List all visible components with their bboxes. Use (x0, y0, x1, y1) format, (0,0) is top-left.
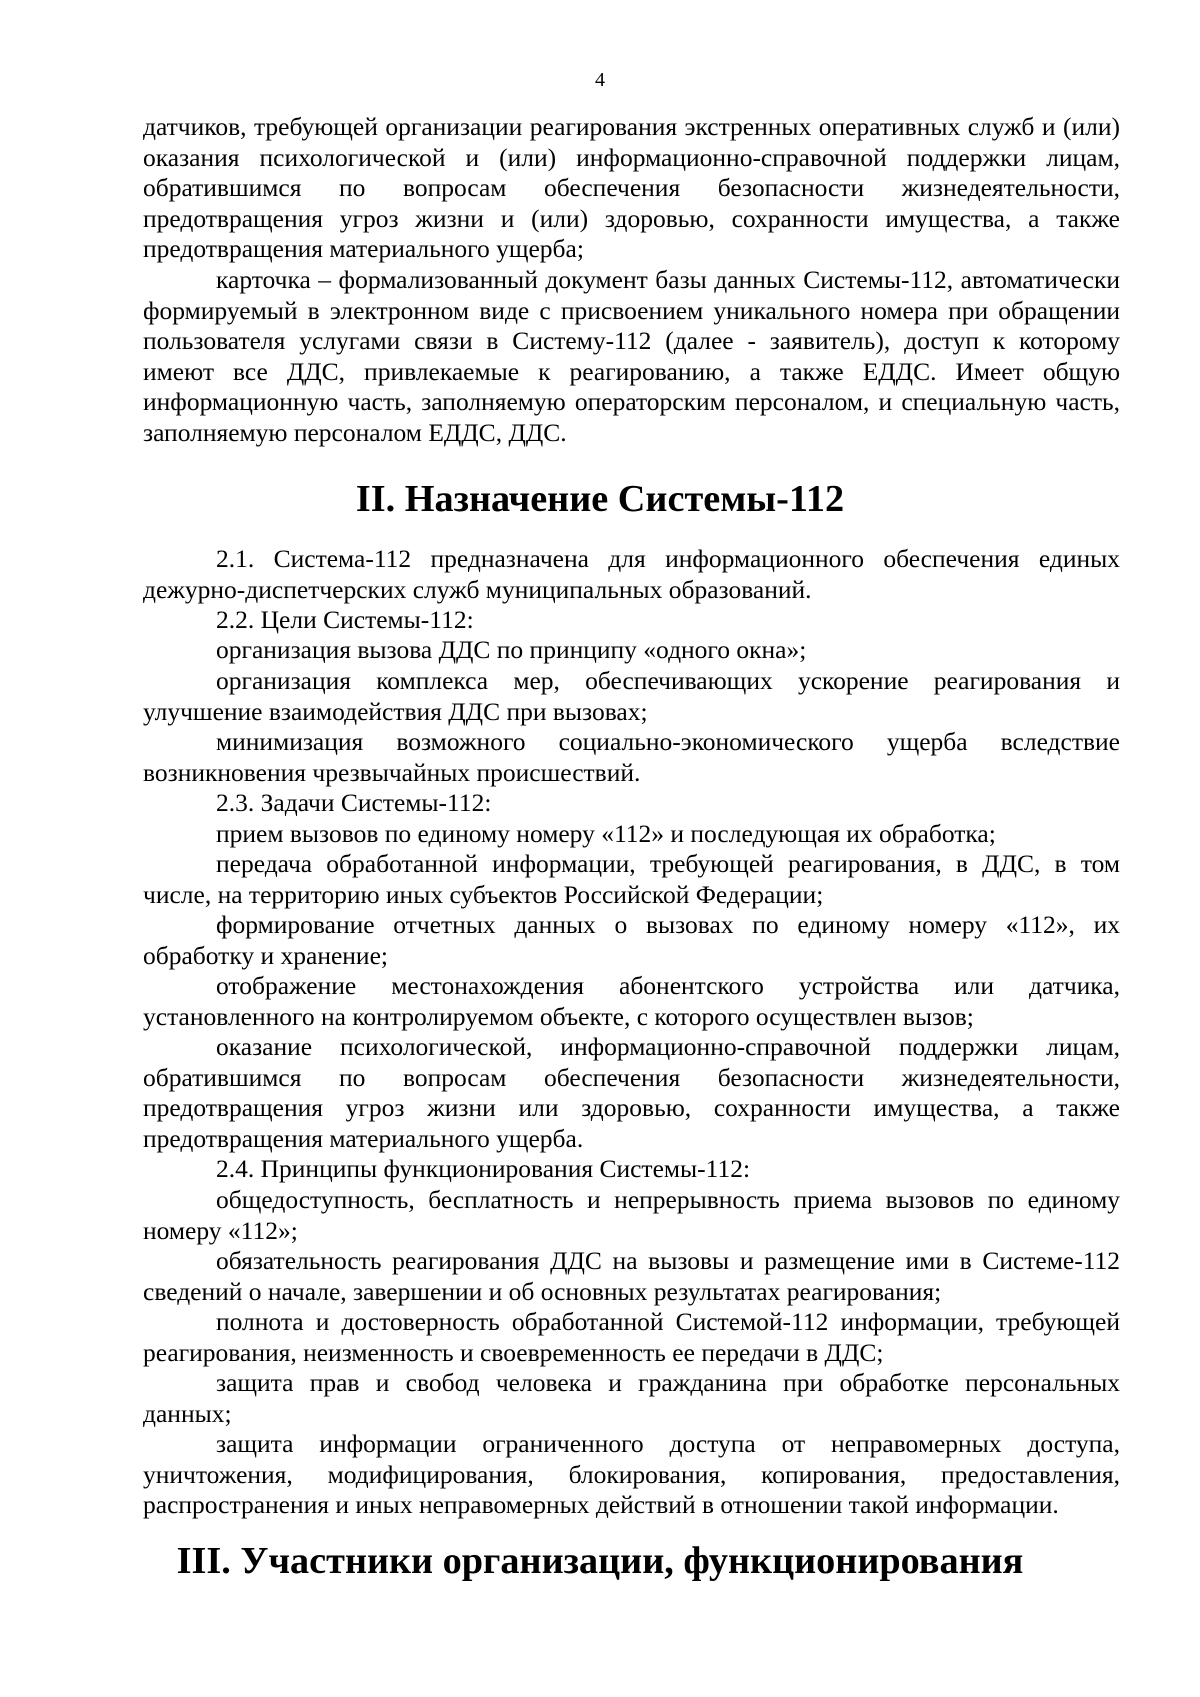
task-item-4: отображение местонахождения абонентского устройства или датчика, установленного на контролируемом объекте, с которого осуществлен вызов; (143, 971, 1120, 1031)
principle-item-1: общедоступность, бесплатность и непрерывность приема вызовов по единому номеру «112»; (143, 1185, 1120, 1245)
principle-item-3: полнота и достоверность обработанной Системой-112 информации, требующей реагирования, неизменность и своевременность ее передачи в ДДС; (143, 1307, 1120, 1367)
principle-item-5: защита информации ограниченного доступа от неправомерных доступа, уничтожения, модифицирования, блокирования, копирования, предоставления, распространения и иных неправомерных действий в отношении такой информации. (143, 1429, 1120, 1519)
paragraph-2-1: 2.1. Система-112 предназначена для информационного обеспечения единых дежурно-диспетчерских служб муниципальных образований. (143, 544, 1120, 604)
page-number: 4 (595, 69, 605, 91)
principle-item-2: обязательность реагирования ДДС на вызовы и размещение ими в Системе-112 сведений о начале, завершении и об основных результатах реагирования; (143, 1246, 1120, 1306)
section-heading-3: III. Участники организации, функционирования (176, 1540, 1024, 1582)
paragraph-2-4: 2.4. Принципы функционирования Системы-112: (216, 1154, 751, 1183)
task-item-5: оказание психологической, информационно-справочной поддержки лицам, обратившимся по вопросам обеспечения безопасности жизнедеятельности, предотвращения угроз жизни или здоровью, сохранности имущества, а также предотвращения материального ущерба. (143, 1032, 1120, 1153)
section-heading-2: II. Назначение Системы-112 (355, 478, 845, 520)
definition-paragraph-continued: датчиков, требующей организации реагирования экстренных оперативных служб и (или) оказания психологической и (или) информационно-справочной поддержки лицам, обратившимся по вопросам обеспечения безопасности жизнедеятельности, предотвращения угроз жизни и (или) здоровью, сохранности имущества, а также предотвращения материального ущерба; (143, 112, 1120, 263)
paragraph-2-3: 2.3. Задачи Системы-112: (216, 788, 492, 817)
goal-item-3: минимизация возможного социально-экономического ущерба вследствие возникновения чрезвычайных происшествий. (143, 727, 1120, 787)
task-item-1: прием вызовов по единому номеру «112» и последующая их обработка; (216, 819, 996, 848)
goal-item-2: организация комплекса мер, обеспечивающих ускорение реагирования и улучшение взаимодействия ДДС при вызовах; (143, 666, 1120, 726)
principle-item-4: защита прав и свобод человека и гражданина при обработке персональных данных; (143, 1368, 1120, 1428)
task-item-3: формирование отчетных данных о вызовах по единому номеру «112», их обработку и хранение; (143, 910, 1120, 970)
task-item-2: передача обработанной информации, требующей реагирования, в ДДС, в том числе, на территорию иных субъектов Российской Федерации; (143, 849, 1120, 909)
definition-paragraph-card: карточка – формализованный документ базы данных Системы-112, автоматически формируемый в электронном виде с присвоением уникального номера при обращении пользователя услугами связи в Систему-112 (далее - заявитель), доступ к которому имеют все ДДС, привлекаемые к реагированию, а также ЕДДС. Имеет общую информационную часть, заполняемую операторским персоналом, и специальную часть, заполняемую персоналом ЕДДС, ДДС. (143, 265, 1120, 447)
goal-item-1: организация вызова ДДС по принципу «одного окна»; (216, 635, 807, 664)
paragraph-2-2: 2.2. Цели Системы-112: (216, 605, 474, 634)
